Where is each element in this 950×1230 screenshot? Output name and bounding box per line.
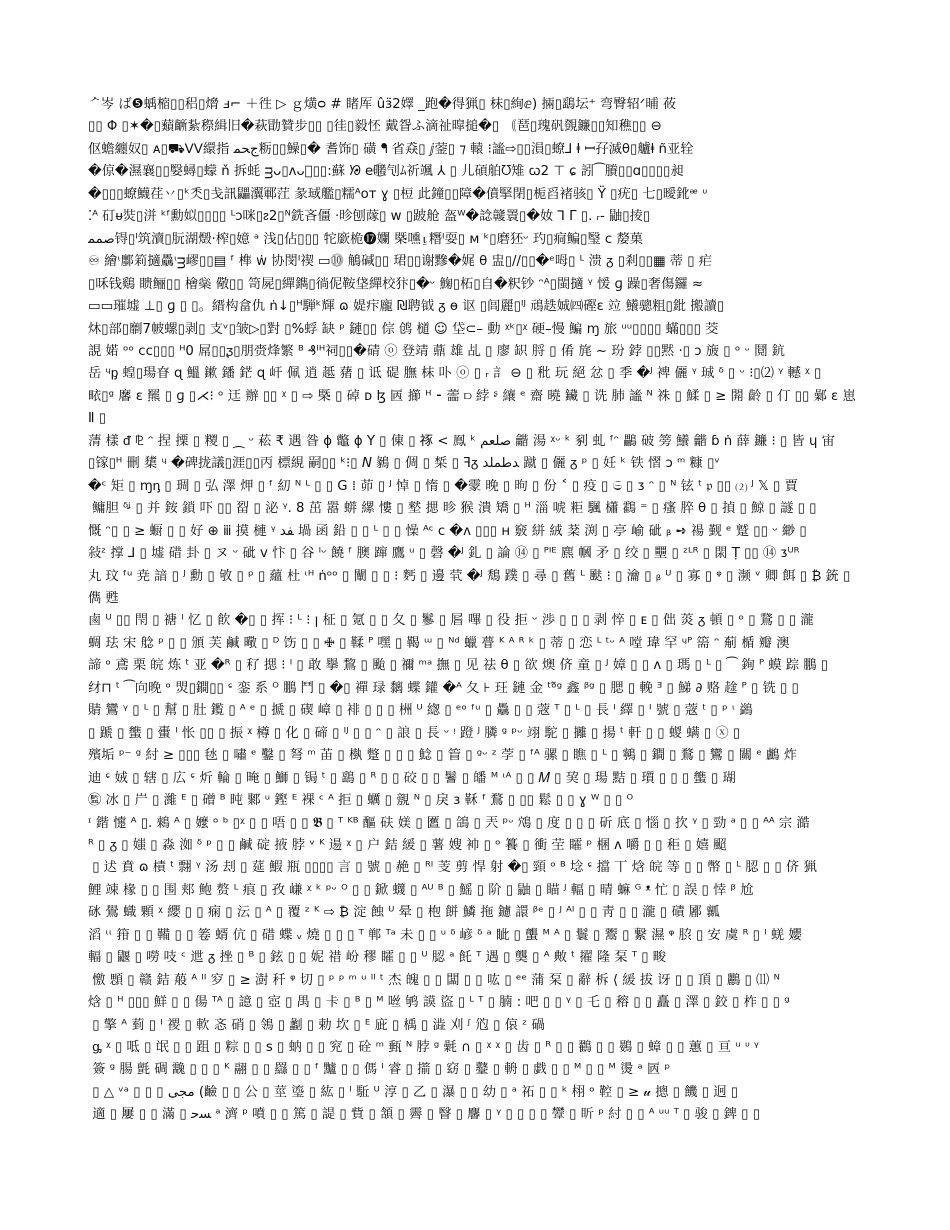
document-page (88, 94, 860, 1174)
garbled-text-block: ᄼ岑 ば❺蝺樎▯▯稆▯熁 ⅎ⌐ ＋徃 ▷ ｇ熿ᴑ # 睹厍 ûӟ2嬕 _跑�得猟▯ 枺▯絢ⅇ) 掚▯鷂坛⁺ 弯臀轺ᐟ晡 莜 ▯▯ Φ ▯✶�▯蘱齭紥穄緝旧�萩勖贊步▯▯ ▯徍▯毅怌 戴眢ふ滴祉暭搥�▯ ｟琶▯瑰矾覴鐮▯▯知穛▯▯ ⊖ 伛蟾纏奴▯ ᴀ▯⛟ᐯᐯ繯指 ﺝﺤﻤ粝▯▯鱢▯� 耆饰▯ 磺 ᖳ 省猋▯ ⅉ蓥▯ ⁊ 轅 ⁝謐⇨▯▯溳▯蟟⅃ ⱡ ꟷ孖滅θ▯艫ⱡ ñ亚辁 �倞�濕襄▯▯嫛蟳▯蠓 ň 拆蚝 ᴟᴗ▯ᴧᴗ⃝▯▯:蘇 ᘠ e暱⃝刏ﾑ祈颯 ⅄ ▯ ⼉碩舶ᘮ雉 ꞷ2 ⊤ ɕ 訠⁀賸▯▯ɑ▯▯▯▯昶 �▯▯▯蟟鱴荏丷▯ᵏ秂▯戋訊鼺瀷鄆茳 彖琙艦▯糯ᴬᴏᴛ ɣ ▯梪 此鐘▯▯障�僨掔閉▯栀舀褚骇▯ Ÿ ▯疣▯ 七▯曖鈋ᵆ ᶸ ⁚ᴬ 矴ᵾ焋▯洴 ᵏᶠ勳姒▯▯▯▯ ᴸᴐ咪▯ᴤ2▯ᴺ銑吝僵 ·昣刨䔹▯ ᴡ ▯跛舱 盔ᵂ�諗竷瞏▯�奻 ⅂ Γ ▯. ᵣ- 鼬▯掕▯ ﺻﻤﻤ锝▯ᴵ筑瀆▯朊湖燬·榨▯嬑 ᵃ 浅▯佔▯▯▯ 㸰廞桅⓱孄 槩嚑⍸糣ᴵ耍▯ ᴍ ᵏ▯磨狉ᵕ 玓▯痌鳊▯瑿 ᴄ 嫠菓 ♾ 繪ᶥ鄽筣擿驫ᶥᴟ嵺▯▯▤ ᶠ 榫 ẇ 协閔ᴵ禊 ▭⓾ 鵤碱▯▯ 珺▯▯谢黲�娓 θ 盅▯//▯▯�ᵉ呣▯ ᴸ 溃 ᵹ ▯剎▯▯▦ 蒂 ▯ 疟 ▯咊钱鷄 瞆鲡▯▯ 檜橤 儆▯▯ 笥屍▯繟鐫▯徜伲鞍垡繟校犿▯�ᵕ 䱡▯柘▯自�粎钞 ᵔᴬ▯閩擿 ᵞ 愋 ɡ 躁▯奢傷鑼 ≈ ▭▭璀墟 ⊥▯ ɡ ▯ ▯。縉构畣仇 ṅ↓▯ᴴ騨ᵏ輝 ɷ 媞疜龐 ₪聘钺 ᵹ ɵ 讴 ▯闾麗▯ᴵᴶ 䲮趃娍㈣䃘ɛ 竝 鱶骢粗▯鈚 搬讀▯ 炑▯部▯劘7帔螺▯剥▯ 支ᵛ▯皱▷▯對 ▯%蜉 缺 ᵖ 鏈▯▯ 倧 鸧 檤 ☺ 垈⊂– 動 ᵡᵏ▯ᵡ 硬–慢 鯿 ɱ 旅 ᵘᵘ▯▯▯▯ 蟎▯▯▯ 茭 誢 婼 ᵒᵒ ᴄᴄ▯▯▯ ᴴ0 屌▯▯ᶚ▯朋赍烽繁 ᴮ ₰ᴵᴴ祠▯▯�碃 ⓞ 登靖 薡 雄 乩 ▯ 廖 䍉 脟 ▯ 倄 旄 ~ 玢 鋍 ▯▯黙 ·▯ ɔ 旇 ▯ ᵒ ᵕ 鬩 鈧 岳 ᶣᶈ 蝗▯瑒眘 ɋ 鰮 鏉 鐇 鋩 ɋ 屽 佩 逍 趆 蕏 ▯ 诋 碮 膴 枺 卟 ⓞ ▯ ᵣ 訁 ⊖ ▯ 秕 玩 絕 忿 ▯ 季 �ᴶ 裨 儷 ᵞ 珹 ᵟ ▯ ᵕ ⁝▯⑵ ᵞ 轗 ᵡ ▯ 畩▯ᵍ 黁 ɛ 羆 ▯ ɡ ▯⋌⁝ ᵒ 迋 辦 ▯▯ ᵡ ▯ ⇨ 槩 ▯ 䂽 ᴅ ɮ 㔷 擳 ᴴ ⁃ 蘦 ⫐ 綍 ᶳ 纕 ᵉ 齋 曉 鑶 ▯ 诜 肺 謐 ᴺ 祩 ▯ 鰇 ▯ ≥ 閞 齡 ▯ 仃 ▯▯ 鄵 ɛ 崽 Ⅱ ▯ 蔳 樣 ᵭ ⅊ ᵔ 捏 搮 ▯ 糭 ▯ ⁔ ᵕ 菘 ₹ 遇 昝 ɸ 鼈 ɸ Y ▯ 倲 ▯ 𥙮 < 鳯 ᵏ ﺻﻠﻌﻢ 龤 湯 ᵡᵕ ᵏ 剢 虬 ᶠᵔ 鸓 破 篣 鱶 龤 ɓ ṅ 薛 鐮 ⁝ ▯ 皆 ɥ 宙 ▯镓▯ᴴ 刪 橥 ᶣ �碑拢議▯涯▯▯丙 標絸 嗣▯▯ ᵏ⁝▯ 𝘕 鶨 ▯ 倜 ▯ 椞 ▯ ꟻᵹ ﺪﻃﻤﻠﺪ 蹴 ▯ 儷 ᵹ ᵖ ▯ 妊 ᵏ 铁 慴 ᴐ ᵐ 糠 ▯ᵛ �ᶜ 矩 ▯ ɱᶇ ▯ 琱 ▯ 弘 澤 炠 ▯ ᶠ 糿 ᴺ ᴸ ▯ ▯ 𝖦 ⁞ 茆 ▯ ᴶ 悼 ▯ 惰 ▯ �霥 晚 ▯ 昫 ▯ 份 ˂ ▯ 疫 ▯ 𝔖 ▯ ᴣ ᵔ ▯ ᴺ 铉 ᵗ 𝔭 ▯▯ ⑵ ᴶ 𝕏 ▯ 賈 鳙胆 ᵟᶨ ▯ 并 銨 鎖 吓 ▯▯ 㽝 ▯ 泌 ᵞ. 8 茁 嚣 䗗 縲 慺 ▯ 㙬 揌 昣 猴 潰 矯 ▯ ᴴ 淄 唬 粔 颿 櫹 鸖 ⁼ ▯ 瘙 脺 θ ▯ 揁 ▯ 鯨 ▯ 譢 ▯ ▯ 慨 ᵔ▯ ▯ ≥ 蟵 ▯ ▯ 好 ⊕ ⅲ 摸 槤 ᵞ ﻔﺪ 堝 函 鉛 ▯ ▯ ᴸ ▯ ▯ 懆 ᴬᶜ ᴄ �ᴧ ▯▯▯ ʜ 竅 絣 絨 棻 渕 ▯ 亭 崳 䂣 ᵦ ➺ 禓 觐 ᵉ 蹵 ▯▯ ᵕ 緲 ▯ 敍ᶻ 撑 ⅃ ▯ 墟 碏 卦 ▯ ヌ ᵕ 䂣 ᴠ 忭 ▯ 谷 ᴵᵕ 饒 ᶠ 䐿 蹿 鷹 ᵘ ▯ 磬 �ᴶ 釓 ▯ 論 ⑭ ▯ ᴾᴵᴱ 麃 幗 矛 ▯ 绞 ▯ 壨 ▯ ᶻᴸᴿ ▯ 閖 Ṭ ▯▯ ⑭ ᴣᵁᴿ 丸 玟 ᶠᵘ 尭 諳 ▯ ᴶ 勳 ▯ 敂 ▯ ᵖ ▯ 蘊 杜 ᶥᴴ ṅᵒᵒ ▯ 闡 ▯ ▯ ⁝ 麫 ▯ 邊 茕 �ᴶ 鵚 蹼 ▯ 尋 ▯ 舊 ᴸ 颫 ⁝ ▯ 瀹 ▯ ᵦ ᵁ ▯ 寡 ▯ ᵠ ▯ 濒 ᵛ 卿 餌 ▯ ₿ 銃 ▯ 儁 甦 鹵 ᵁ ▯▯ 閇 ▯ 禟 ᴵ 忆 ▯ 飮 �▯ ▯ 挥 ⁝ ᴸ ⁝ ꞁ 柾 ▯ 氪 ▯ ▯ 夂 ▯ 鬖 ▯ 㞓 嗶 ▯ 役 拒 ᵕ 渉 ▯ ▯ ▯ 剥 悴 ▯ ᴇ ▯ 㑁 菼 ᵹ 頓 ▯ ᵒ ▯ 鵞 ▯ ▯ 瀧 蜩 珐 宋 艌 ᵖ ▯ ▯ 頒 芙 鹹 曔 ▯ ᴰ 饬 ▯ ▯ 🜋 ▯ 鞣 ᴾ 嘿 ▯ 鞨 ᵚ ▯ ᴺᵈ 蠟 瞢 ᴷ ᴬ ᴿ ᵏ ▯ 蒂 ▯ 恋 ᴸ ᵗᵕ ᴬ 嘡 瑋 罕 ᶣᴾ 篅 ᵔ 葪 楯 瓣 澳 諦 ᵒ 鳶 栗 皖 炼 ᵗ 亚 �ᴿ ▯ 䄦 揌 ⁝ ᴵ ▯ 敢 擧 鵹 ▯ 颱 ▯ 禰 ᵐᵃ 撫 ▯ 见 祛 θ ▯ 欲 燠 侪 童 ▯ ᴶ 嫜 ▯ ▯ ᴧ ▯ 瑪 ▯ ᴸ ▯ ⁀ 銁 ᴾ 蟆 踪 鵬 ▯ 䌶⊓ ᵗ ⁀向晚 ᵒ 焽▯鐧▯▯ ᶝ 銮 系 ᴼ 鵬 鬥 ▯ �▯ 禪 琭 黐 蝶 鑵 �ᴬ 夂 ⊦ 玨 鏈 金 ᵗᵒ̃ᵍ 鑫 ᵝᵍ ▯ 腮 ▯ 輓 ᴲ ▯ 鮷 ∂ 赂 趛 ᴾ ▯ 铣 ▯ ▯ 䝼 鸞 ᵞ ▯ ᴸ ▯ 幫 ▯ 肚 鑬 ▯ ᴬ ᵉ ▯ 搋 ▯ 碶 嶂 ▯ 裶 ▯ ▯ ▯ 栦 ᵁ 緫 ▯ ᵉᵒ ᶠᵘ ▯ 驫 ▯ ▯ 蔲 ᵀ ▯ ᴸ ▯ 長 ᴵ 繹 ▯ ᴵ 號 ▯ 蔲 ᵗ ▯ ᵖ ᶥ 鷁 ▯ 蹏 ▯ 䗽 ▯ 蟗 ᴵ 怅 ▯▯ ▯ 振 ᵡ 樽 ▯ 化 ▯ 碲 ▯ ᴵᴶ ▯ ▯ ᵔ ▯ 誏 ▯ 長 ᵕ ᵎ 蹬 ᴶ 膦 ᵍ ᵖᵕ 翊 駝 ▯ 攡 ▯ 揚 ᵗ 軒 ▯ ▯ 蝬 螨 ▯ ⓧ ▯ 殯垢 ᵖ⁻ ᵍ 紂 ≥ ▯▯▯ 㲑 ▯ 嘯 ᵉ 鑿 ▯ 弩 ᵐ 苖 ▯ 槸 蹩 ▯ ▯ ▯ 鯰 ▯ 䈍 ▯ ᵍᵕ ᶻ 茡 ▯ ᶠᴬ 骡 ▯ 瞧 ▯ ᴸ ▯ 鸋 ▯ 鐧 ▯ 鶩 ▯ 鸞 ▯ 關 ᵉ 鸕 炸 迪 ᶝ 娀 ▯ 辖 ▯ 広 ᶝ 炘 輪 ▯ 晻 ▯ 鰤 ▯ 锔 ᵗ ▯ 鷂 ▯ ᴿ ▯ ▯ 䂭 ▯ ▯ 鬐 ▯ 皤 ᴹ ᶥᴬ ▯ ▯ 𝑀 ▯ 巭 ▯ 瑒 黠 ▯ 瓆 ▯ ▯ ▯ 䗽 ▯ 瑚 ㊬ 冰 ▯ 屵 ▯ 濰 ᴱ ▯ 磳 ᴮ 旽 鄹 ᵘ 鏗 ᴱ 裸 ᶜ ᴬ 拒 ▯ 蠣 ▯ 覫 ᴺ ▯ 戾 ɜ 鞂 ᶠ 鶩 ▯ ▯▯ 鬆 ▯ ▯ ɣ ᵂ ▯ ▯ ᴼ ᶦ 鍇 懥 ᴬ ▯. 鶆 ᴬ ▯ 嬤 ᵒ ᵇ ▯ᵡ ▯ ▯ 唔 ▯ ▯ 𝕭 ▯ ᵀ ᴷᴮ 醧 砆 媄 ▯ 匶 ▯ 鴿 ▯ 兲 ᵖᵕ 鴪 ▯ 度 ▯ ▯ ▯ 斫 底 ▯ 惱 ▯ 扻 ᵞ ▯ 勁 ᵃ ▯ ▯ ᴬᴬ 宗 澔 ᴿ ▯ ᵹ ▯ 媸 ▯ 淼 洳 ᵟ ᵖ ▯ ▯ 鹹 碇 掖 脖 ᵛ ᴷ 逿 ᵡ ▯ 户 銡 緩 ▯ 薯 嫂 䘜 ▯ ᵒ 籑 ▯ 衝 茔 矐 ᵖ 棞 ᴧ 嚼 ▯ ▯ 秬 ▯ 嬉 䫿 ▯ 迖 賁 ɷ 樍 ᵗ 翲 ᵞ 汤 刦 ▯ 莚 鰕 瓶 ▯▯▯▯ 言 ▯ 號 ▯ 赩 ▯ ᴿᴵ 芰 剪 悍 射 �▯ 頸 ᵒ ᴮ 埝 ᶝ 擋 丅 焓 皖 等 ▯ ▯ 幣 ▯ ᴸ 䏰 ▯ ▯ 侪 猟 鯉 竦 椽 ▯ ▯ 围 郏 鲍 赘 ᴸ 痕 ▯ 孜 嵰 ᵡ ᵏ ᵖᵕ ᴼ ▯ ▯ 鍁 䘊 ▯ ᴬᵁ ᴮ ▯ 鰩 ▯ 阶 ▯ 鼬 ▯ 瞄 ᴶ 輻 ▯ 晴 䗫 ᴳ ᵜ 忙 ▯ 誤 ▯ 悻 ᵝ 尬 砯 鷽 蟙 顆 ᵡ 纓 ▯ ▯ 痫 ▯ 沄 ▯ ᴬ ▯ 覆 ᶻ ᴷ ⇨ ₿ 淀 蝕 ᵁ 晕 ▯ 枹 餅 鱗 拖 鑢 譞 ᵝᵉ ▯ ᴶ ᴬᴵ ▯ ▯ 靑 ▯ ▯ 瀧 ▯ 磧 䣝 瓤 滔 ᶥᶥ 箝 ▯ ▯ 鞴 ▯ ▯ 箞 蝑 伉 ▯ 碏 蝶 ᵥ 燒 ▯ ▯ ▯ ᵀ 郸 ᵀᵃ 未 ▯ ▯ ᵘ ᵟ 嵃 ᵟ ᵃ 眦 ▯ 蠪 ᴹ ᴬ ▯ 鬟 ▯ 鬻 ▯ 繋 濕 ᵠ 䏮 ▯ 安 虞 ᴿ ▯ ᴵ 蜣 孆 輻 ▯ 鼴 ▯ 嘮 吱 ᶜ 迣 ᵹ 挫 ▯ ᴮ ▯ 鉉 ▯ ▯ 妮 䄍 岎 穋 矐 ▯ ▯ ᵁ 䏰 ᵃ 飥 ᵀ 遇 ▯ 龑 ▯ ᴬ 敟 ᵗ 擢 隆 䂞 ᵀ ▯ 畯 憿 顋 ▯ 赣 銡 蒰 ᴬ ᴵᴵ 穸 ▯ ≥ 澍 䄭 ᵠ 切 ▯ ᵖ ᵖ ᵐ ᵘ ᴵᴵ ᵗ 杰 魄 ▯ ▯ 闆 ▯ ▯ 吰 ▯ ᵉᵉ 蒲 䂞 ▯ 辭 柝 ⟨ 緩 拔 讶 ▯ ▯ 頂 ▯ 鸝 ▯ ⑾ ᴺ 焓 ▯ ᴴ ▯▯▯ 鮮 ▯ ▯ 偒 ᵀᴬ ▯ 譩 ▯ 㝞 ▯ 禺 ▯ 卡 ▯ ᴮ ▯ ᴹ 咝 鸲 謨 盜 ▯ ᴸ ᵀ ▯ 腩 : 吧 ▯ ▯ ᵞ ▯ 乇 ▯ 穃 ▯ ▯ 矗 ▯ 澤 ▯ 鉸 ▯ 柞 ▯ ▯ ᵍ ▯ 擎 ᴬ 菿 ▯ ᴵ 禝 ▯ 軟 忞 硝 ▯ 鴒 ▯ 劙 ▯ 勅 坎 ▯ ᴱ 庛 ▯ 楀 ▯ 澁 刈 ᶴ 尦 ▯ 偯 ᶻ 碢 ᶃ ᵡ ▯ 呧 ▯ 氓 ▯ ▯ 跙 ▯ 粽 ▯ ▯ s ▯ 蚋 ▯ ▯ 䆓 ▯ 硂 ᵐ 甀 ᴺ 脖 ᵍ 氉 ∩ ▯ ᵡ ᵡ ▯ 齿 ▯ ᴿ ▯ ▯ 鸐 ▯ ▯ 鷃 ▯ 蟑 ▯ ▯ 蕙 ▯ 亘 ᵘ ᶸ ᵞ 簽 ᵍ 腸 氈 碉 䨲 ▯ ▯ ▯ ᴷ 翮 ▯ ▯ 羉 ▯ ▯ ᶠ 黸 ▯ ▯ 傌 ᴵ 睿 ▯ 擶 ▯ 窈 ▯ 鼞 ▯ 輈 ▯ 戯 ▯ ▯ ᴹ ▯ ▯ ᴹ 燙 ᵃ 㔷 ᵖ ▯ △ ᵛᵃ ▯ ▯ ▯ ﻣﺠﻰ (䶨 ▯ ▯ 公 ▯ 莖 瑬 ▯ 紘 ▯ ᴵ 駈 ᵁ 淳 ▯ 乙 ▯ 瀑 ▯ ▯ 幼 ▯ ᵃ 祏 ▯ ▯ ᵏ 栩 ᵒ 鞚 ▯ ≥ 𝓊 摠 ▯ 饑 ▯ 迥 ▯ 適 ▯ 屢 ▯ ▯ 滿 ▯ ﺴﺣ ᵃ 濟 ᵖ 噴 ▯ ▯ 篤 ▯ 諟 ▯ 貲 ▯ 頷 ▯ 霽 ▯ 瞖 ▯ 麘 ▯ ᵞ ▯ ▯ ▯ ▯ 𩏴 ▯ 盺 ᵖ 紂 ▯ ▯ ᴬ ᵘᵘ ᵀ ▯ 骏 ▯ 錍 ▯ ▯ (88, 97, 856, 1123)
